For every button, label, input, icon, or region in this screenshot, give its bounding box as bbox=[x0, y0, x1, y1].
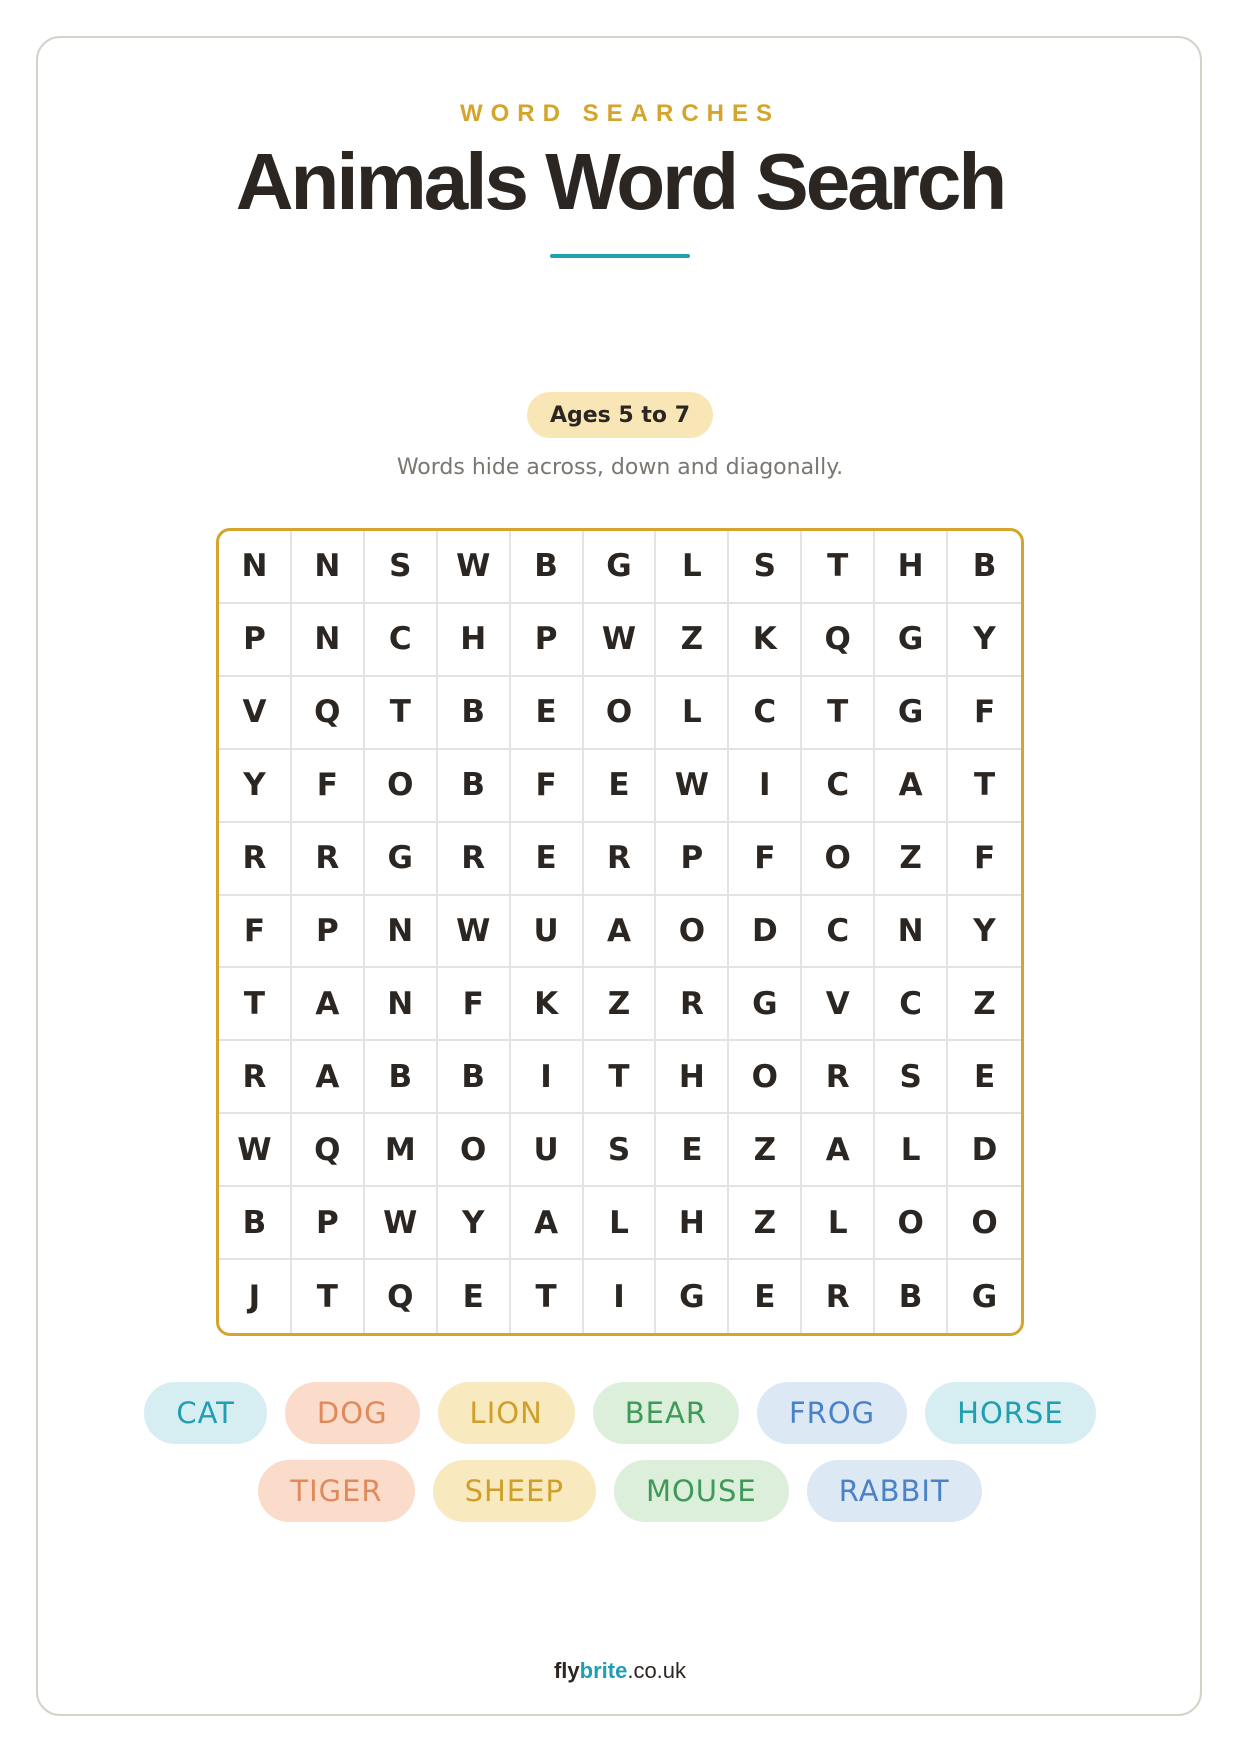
grid-cell[interactable]: P bbox=[292, 1187, 365, 1260]
grid-cell[interactable]: Z bbox=[729, 1114, 802, 1187]
grid-cell[interactable]: O bbox=[656, 896, 729, 969]
grid-cell[interactable]: H bbox=[438, 604, 511, 677]
grid-cell[interactable]: P bbox=[511, 604, 584, 677]
grid-cell[interactable]: O bbox=[584, 677, 657, 750]
grid-cell[interactable]: S bbox=[875, 1041, 948, 1114]
grid-cell[interactable]: T bbox=[802, 531, 875, 604]
grid-cell[interactable]: D bbox=[948, 1114, 1021, 1187]
grid-cell[interactable]: I bbox=[511, 1041, 584, 1114]
brand-part-domain: .co.uk bbox=[627, 1658, 687, 1683]
grid-cell[interactable]: W bbox=[584, 604, 657, 677]
grid-cell[interactable]: T bbox=[511, 1260, 584, 1333]
grid-cell[interactable]: F bbox=[511, 750, 584, 823]
grid-cell[interactable]: L bbox=[802, 1187, 875, 1260]
brand-part-fly: fly bbox=[553, 1658, 580, 1683]
grid-cell[interactable]: H bbox=[656, 1041, 729, 1114]
grid-cell[interactable]: H bbox=[656, 1187, 729, 1260]
grid-cell[interactable]: M bbox=[365, 1114, 438, 1187]
word-chip-bear: BEAR bbox=[593, 1382, 739, 1444]
grid-cell[interactable]: S bbox=[584, 1114, 657, 1187]
word-chip-sheep: SHEEP bbox=[433, 1460, 596, 1522]
word-chip-cat: CAT bbox=[144, 1382, 267, 1444]
grid-cell[interactable]: T bbox=[948, 750, 1021, 823]
grid-cell[interactable]: A bbox=[292, 1041, 365, 1114]
grid-cell[interactable]: W bbox=[438, 896, 511, 969]
grid-cell[interactable]: A bbox=[875, 750, 948, 823]
grid-cell[interactable]: C bbox=[729, 677, 802, 750]
grid-cell[interactable]: B bbox=[219, 1187, 292, 1260]
grid-cell[interactable]: B bbox=[438, 1041, 511, 1114]
grid-cell[interactable]: W bbox=[438, 531, 511, 604]
grid-cell[interactable]: Q bbox=[292, 677, 365, 750]
grid-cell[interactable]: E bbox=[948, 1041, 1021, 1114]
age-badge: Ages 5 to 7 bbox=[527, 392, 713, 438]
grid-cell[interactable]: S bbox=[729, 531, 802, 604]
grid-cell[interactable]: J bbox=[219, 1260, 292, 1333]
grid-cell[interactable]: T bbox=[365, 677, 438, 750]
word-chip-rabbit: RABBIT bbox=[807, 1460, 982, 1522]
grid-cell[interactable]: K bbox=[729, 604, 802, 677]
grid-cell[interactable]: E bbox=[511, 677, 584, 750]
grid-cell[interactable]: V bbox=[219, 677, 292, 750]
grid-cell[interactable]: Z bbox=[948, 968, 1021, 1041]
grid-cell[interactable]: B bbox=[438, 677, 511, 750]
word-chip-horse: HORSE bbox=[925, 1382, 1096, 1444]
grid-cell[interactable]: A bbox=[292, 968, 365, 1041]
title-underline bbox=[550, 254, 690, 258]
grid-cell[interactable]: A bbox=[584, 896, 657, 969]
grid-cell[interactable]: T bbox=[584, 1041, 657, 1114]
grid-cell[interactable]: R bbox=[802, 1041, 875, 1114]
grid-cell[interactable]: Q bbox=[292, 1114, 365, 1187]
grid-cell[interactable]: E bbox=[511, 823, 584, 896]
grid-cell[interactable]: C bbox=[875, 968, 948, 1041]
grid-cell[interactable]: Z bbox=[656, 604, 729, 677]
grid-cell[interactable]: K bbox=[511, 968, 584, 1041]
grid-cell[interactable]: G bbox=[584, 531, 657, 604]
grid-cell[interactable]: E bbox=[656, 1114, 729, 1187]
page-title: Animals Word Search bbox=[235, 137, 1005, 226]
grid-cell[interactable]: E bbox=[438, 1260, 511, 1333]
grid-cell[interactable]: L bbox=[656, 531, 729, 604]
grid-cell[interactable]: P bbox=[656, 823, 729, 896]
grid-cell[interactable]: O bbox=[438, 1114, 511, 1187]
grid-cell[interactable]: G bbox=[875, 677, 948, 750]
grid-cell[interactable]: O bbox=[802, 823, 875, 896]
grid-cell[interactable]: F bbox=[948, 677, 1021, 750]
instructions-text: Words hide across, down and diagonally. bbox=[396, 455, 844, 480]
grid-cell[interactable]: G bbox=[729, 968, 802, 1041]
grid-cell[interactable]: Q bbox=[365, 1260, 438, 1333]
grid-cell[interactable]: F bbox=[948, 823, 1021, 896]
grid-cell[interactable]: L bbox=[584, 1187, 657, 1260]
grid-cell[interactable]: U bbox=[511, 896, 584, 969]
grid-cell[interactable]: A bbox=[802, 1114, 875, 1187]
grid-cell[interactable]: C bbox=[802, 896, 875, 969]
category-label: WORD SEARCHES bbox=[459, 100, 780, 127]
grid-cell[interactable]: T bbox=[219, 968, 292, 1041]
grid-cell[interactable]: O bbox=[875, 1187, 948, 1260]
grid-cell[interactable]: W bbox=[365, 1187, 438, 1260]
grid-cell[interactable]: F bbox=[219, 896, 292, 969]
grid-cell[interactable]: O bbox=[729, 1041, 802, 1114]
grid-cell[interactable]: Y bbox=[438, 1187, 511, 1260]
grid-cell[interactable]: G bbox=[875, 604, 948, 677]
grid-cell[interactable]: P bbox=[292, 896, 365, 969]
grid-cell[interactable]: R bbox=[292, 823, 365, 896]
grid-cell[interactable]: E bbox=[729, 1260, 802, 1333]
grid-cell[interactable]: H bbox=[875, 531, 948, 604]
grid-cell[interactable]: I bbox=[729, 750, 802, 823]
grid-cell[interactable]: B bbox=[365, 1041, 438, 1114]
word-chip-dog: DOG bbox=[285, 1382, 420, 1444]
word-search-grid-frame bbox=[216, 528, 1024, 1336]
grid-cell[interactable]: R bbox=[219, 1041, 292, 1114]
grid-cell[interactable]: E bbox=[584, 750, 657, 823]
brand-part-brite: brite bbox=[579, 1658, 628, 1683]
word-chip-mouse: MOUSE bbox=[614, 1460, 789, 1522]
grid-cell[interactable]: T bbox=[292, 1260, 365, 1333]
grid-cell[interactable]: Q bbox=[802, 604, 875, 677]
grid-cell[interactable]: N bbox=[365, 968, 438, 1041]
word-list bbox=[120, 1382, 1120, 1522]
footer-brand bbox=[0, 1658, 1240, 1684]
grid-cell[interactable]: B bbox=[438, 750, 511, 823]
grid-cell[interactable]: R bbox=[802, 1260, 875, 1333]
grid-cell[interactable]: N bbox=[292, 604, 365, 677]
grid-cell[interactable]: F bbox=[729, 823, 802, 896]
grid-cell[interactable]: N bbox=[292, 531, 365, 604]
grid-cell[interactable]: Y bbox=[948, 604, 1021, 677]
grid-cell[interactable]: T bbox=[802, 677, 875, 750]
grid-cell[interactable]: N bbox=[365, 896, 438, 969]
grid-cell[interactable]: F bbox=[438, 968, 511, 1041]
grid-cell[interactable]: W bbox=[656, 750, 729, 823]
grid-cell[interactable]: B bbox=[511, 531, 584, 604]
grid-cell[interactable]: B bbox=[948, 531, 1021, 604]
grid-cell[interactable]: D bbox=[729, 896, 802, 969]
grid-cell[interactable]: U bbox=[511, 1114, 584, 1187]
grid-cell[interactable]: R bbox=[438, 823, 511, 896]
grid-cell[interactable]: C bbox=[365, 604, 438, 677]
grid-cell[interactable]: Y bbox=[948, 896, 1021, 969]
grid-cell[interactable]: N bbox=[875, 896, 948, 969]
grid-cell[interactable]: S bbox=[365, 531, 438, 604]
grid-cell[interactable]: A bbox=[511, 1187, 584, 1260]
grid-cell[interactable]: I bbox=[584, 1260, 657, 1333]
grid-cell[interactable]: R bbox=[584, 823, 657, 896]
grid-cell[interactable]: Y bbox=[219, 750, 292, 823]
grid-cell[interactable]: W bbox=[219, 1114, 292, 1187]
word-chip-frog: FROG bbox=[757, 1382, 907, 1444]
grid-cell[interactable]: O bbox=[365, 750, 438, 823]
grid-cell[interactable]: L bbox=[875, 1114, 948, 1187]
grid-cell[interactable]: C bbox=[802, 750, 875, 823]
grid-cell[interactable]: L bbox=[656, 677, 729, 750]
grid-cell[interactable]: B bbox=[875, 1260, 948, 1333]
grid-cell[interactable]: Z bbox=[729, 1187, 802, 1260]
grid-cell[interactable]: Z bbox=[875, 823, 948, 896]
grid-cell[interactable]: P bbox=[219, 604, 292, 677]
grid-cell[interactable]: Z bbox=[584, 968, 657, 1041]
grid-cell[interactable]: R bbox=[219, 823, 292, 896]
word-chip-tiger: TIGER bbox=[258, 1460, 414, 1522]
word-chip-lion: LION bbox=[438, 1382, 575, 1444]
grid-cell[interactable]: R bbox=[656, 968, 729, 1041]
grid-cell[interactable]: N bbox=[219, 531, 292, 604]
word-search-grid bbox=[219, 531, 1021, 1333]
grid-cell[interactable]: G bbox=[971, 1278, 998, 1315]
grid-cell[interactable]: O bbox=[948, 1187, 1021, 1260]
grid-cell[interactable]: G bbox=[656, 1260, 729, 1333]
grid-cell[interactable]: G bbox=[365, 823, 438, 896]
grid-cell[interactable]: F bbox=[292, 750, 365, 823]
grid-cell[interactable]: V bbox=[802, 968, 875, 1041]
